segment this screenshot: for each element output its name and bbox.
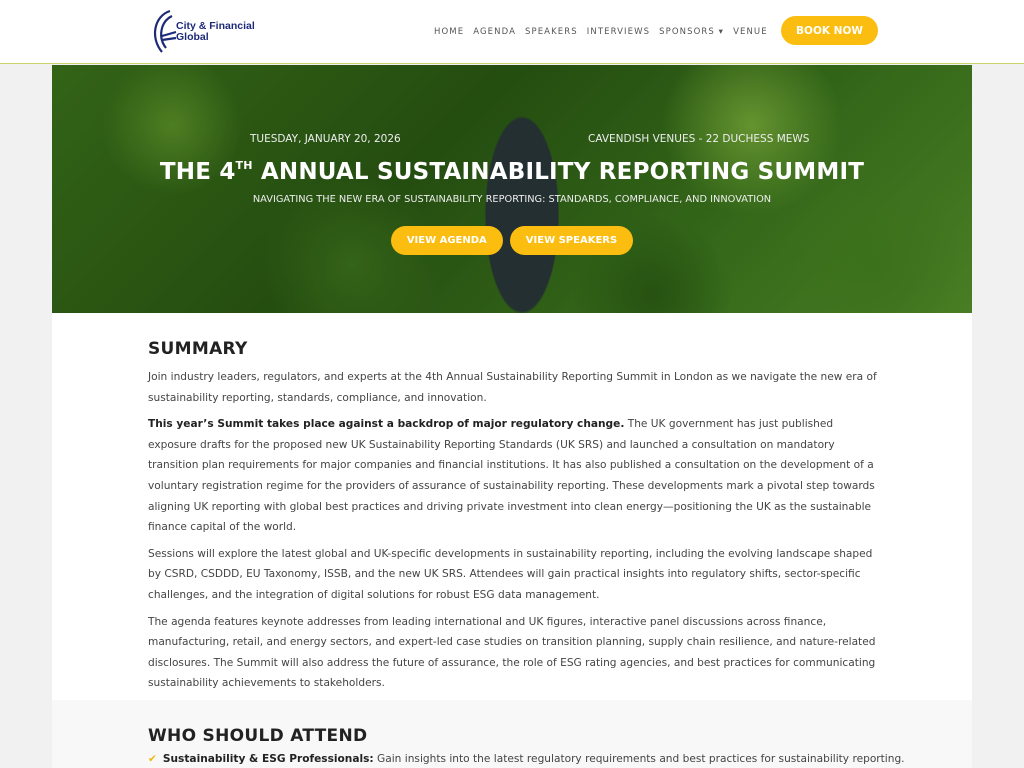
event-title xyxy=(52,159,972,185)
nav-interviews[interactable]: INTERVIEWS xyxy=(586,27,651,37)
nav-agenda[interactable]: AGENDA xyxy=(473,27,516,37)
summary-paragraph: The agenda features keynote addresses from leading international and UK figures, interactive panel discussions across finance, manufacturing, retail, and energy sectors, and expert-led case studies on transition planning, supply chain resilience, and nature-related disclosures. The Summit will also address the future of assurance, the role of ESG rating agencies, and best practices for communicating sustainability achievements to stakeholders. xyxy=(148,615,876,690)
summary-bold-lead: This year’s Summit takes place against a backdrop of major regulatory change. xyxy=(148,418,625,431)
main-nav xyxy=(434,27,768,37)
summary-section xyxy=(148,339,884,700)
book-now-button[interactable]: BOOK NOW xyxy=(781,16,878,45)
nav-speakers[interactable]: SPEAKERS xyxy=(524,27,578,37)
event-venue: CAVENDISH VENUES - 22 DUCHESS MEWS xyxy=(588,133,810,145)
view-speakers-button[interactable]: VIEW SPEAKERS xyxy=(510,226,633,255)
site-header xyxy=(0,0,1024,64)
summary-paragraph: Sessions will explore the latest global and UK-specific developments in sustainability reporting, including the evolving landscape shaped by CSRD, CSDDD, EU Taxonomy, ISSB, and the new UK SRS. Attendees will gain practical insights into regulatory shifts, sector-specific challenges, and the integration of digital solutions for robust ESG data management. xyxy=(148,547,873,601)
title-pre: THE 4 xyxy=(159,159,236,185)
hero-banner xyxy=(52,65,972,313)
summary-paragraph: Join industry leaders, regulators, and experts at the 4th Annual Sustainability Reporting Summit in London as we navigate the new era of sustainability reporting, standards, compliance, and innovation. xyxy=(148,371,877,404)
summary-paragraph xyxy=(148,414,884,538)
logo[interactable] xyxy=(148,8,255,56)
logo-line1: City & Financial xyxy=(176,20,255,32)
item-title: Sustainability & ESG Professionals: xyxy=(162,753,374,765)
nav-venue[interactable]: VENUE xyxy=(733,27,768,37)
nav-sponsors-dropdown[interactable]: SPONSORS ▾ xyxy=(659,27,725,37)
main-content xyxy=(52,65,972,768)
nav-home[interactable]: HOME xyxy=(434,27,465,37)
summary-text: The UK government has just published exposure drafts for the proposed new UK Sustainability Reporting Standards (UK SRS) and launched a consultation on mandatory transition plan requirements for major companies and financial institutions. It has also published a consultation on the development of a voluntary registration regime for the providers of assurance of sustainability reporting. These developments mark a pivotal step towards aligning UK reporting with global best practices and driving private investment into clean energy—positioning the UK as the sustainable finance capital of the world. xyxy=(148,418,875,534)
view-agenda-button[interactable]: VIEW AGENDA xyxy=(391,226,503,255)
checkmark-icon: ✔ xyxy=(148,753,157,765)
event-date: TUESDAY, JANUARY 20, 2026 xyxy=(250,133,401,145)
logo-line2: Global xyxy=(176,31,209,43)
event-subtitle: NAVIGATING THE NEW ERA OF SUSTAINABILITY REPORTING: STANDARDS, COMPLIANCE, AND INNOVATION xyxy=(252,194,772,205)
title-post: ANNUAL SUSTAINABILITY REPORTING SUMMIT xyxy=(252,159,865,185)
summary-heading: SUMMARY xyxy=(148,339,248,359)
who-heading: WHO SHOULD ATTEND xyxy=(148,726,368,746)
hero-overlay xyxy=(52,65,972,313)
logo-swirl-icon xyxy=(148,8,178,56)
title-sup: TH xyxy=(235,159,253,172)
list-item xyxy=(148,753,905,765)
item-text: Gain insights into the latest regulatory requirements and best practices for sustainability reporting. xyxy=(373,753,905,765)
who-should-attend-section xyxy=(52,700,972,768)
